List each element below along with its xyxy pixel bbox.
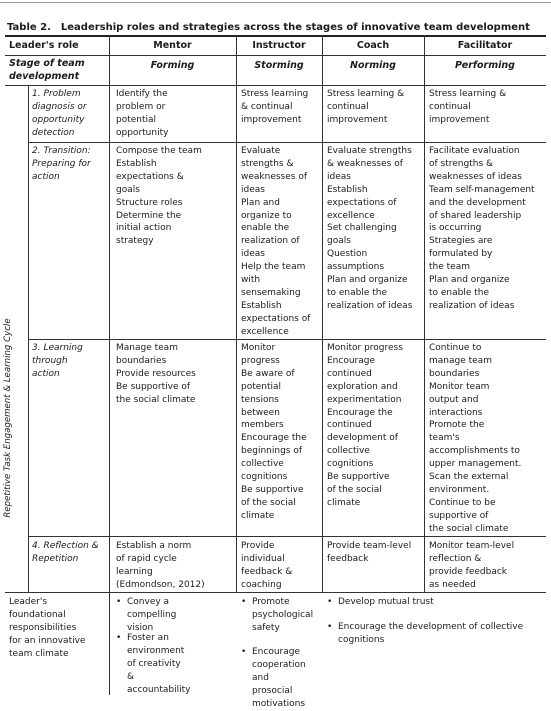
bullet-icon: • bbox=[241, 647, 247, 657]
cell-r2-facilitator: Facilitate evaluation of strengths & weaknesses of ideas Team self-management and the development of shared leadership is occurring Strategies are formulated by the team Plan and organize to enable the realization of ideas bbox=[429, 146, 535, 311]
phase-3: 3. Learning through action bbox=[32, 343, 83, 379]
cell-r3-mentor: Manage team boundaries Provide resources Be supportive of the social climate bbox=[116, 343, 196, 405]
foundation-label: Leader's foundational responsibilities for an innovative team climate bbox=[9, 597, 86, 659]
top-rule bbox=[0, 2, 551, 3]
cell-r1-mentor: Identify the problem or potential opportunity bbox=[116, 89, 169, 138]
cell-r3-coach: Monitor progress Encourage continued exploration and experimentation Encourage the continued development of collective cognitions Be supportive of the social climate bbox=[327, 343, 403, 508]
bullet-icon: • bbox=[116, 597, 122, 607]
bullet-icon: • bbox=[327, 622, 333, 632]
stage-header: Stage of team development bbox=[9, 58, 85, 82]
phase-2: 2. Transition: Preparing for action bbox=[32, 146, 91, 182]
rule-stage bbox=[5, 85, 546, 86]
cell-r4-facilitator: Monitor team-level reflection & provide feedback as needed bbox=[429, 541, 515, 590]
cell-r4-mentor: Establish a norm of rapid cycle learning (Edmondson, 2012) bbox=[116, 541, 205, 590]
role-instructor: Instructor bbox=[252, 40, 306, 51]
bullet-icon: • bbox=[116, 633, 122, 643]
stage-performing: Performing bbox=[455, 60, 515, 71]
cell-r1-coach: Stress learning & continual improvement bbox=[327, 89, 405, 125]
phase-4: 4. Reflection & Repetition bbox=[32, 541, 99, 564]
caption-label: Table 2. bbox=[7, 22, 51, 33]
cell-r4-instructor: Provide individual feedback & coaching bbox=[241, 541, 293, 590]
stage-norming: Norming bbox=[350, 60, 396, 71]
cell-r3-facilitator: Continue to manage team boundaries Monitor team output and interactions Promote the team's accomplishments to upper management. Scan the external environment. Continue to be supportive of the social climate bbox=[429, 343, 522, 534]
table-caption bbox=[7, 22, 530, 33]
rule-header bbox=[5, 55, 546, 56]
phase-1: 1. Problem diagnosis or opportunity detection bbox=[32, 89, 87, 138]
bullet-icon: • bbox=[241, 597, 247, 607]
vrule-4 bbox=[424, 35, 425, 592]
caption-title: Leadership roles and strategies across the stages of innovative team development bbox=[60, 22, 530, 33]
leader-role-header: Leader's role bbox=[9, 40, 79, 51]
cell-r2-mentor: Compose the team Establish expectations & goals Structure roles Determine the initial action strategy bbox=[116, 146, 202, 247]
bullet-icon: • bbox=[327, 597, 333, 607]
vrule-2 bbox=[236, 35, 237, 592]
vrule-3 bbox=[322, 35, 323, 592]
rule-row1 bbox=[28, 142, 546, 143]
cell-r4-coach: Provide team-level feedback bbox=[327, 541, 412, 564]
rule-row4 bbox=[5, 592, 546, 593]
cycle-side-label: Repetitive Task Engagement & Learning Cycle bbox=[3, 318, 13, 518]
vrule-side bbox=[28, 85, 29, 592]
rule-row3 bbox=[28, 536, 546, 537]
cell-r1-facilitator: Stress learning & continual improvement bbox=[429, 89, 507, 125]
role-mentor: Mentor bbox=[153, 40, 192, 51]
vrule-1 bbox=[109, 35, 110, 695]
role-facilitator: Facilitator bbox=[457, 40, 513, 51]
cell-r3-instructor: Monitor progress Be aware of potential tensions between members Encourage the beginnings of collective cognitions Be supportive of the social climate bbox=[241, 343, 307, 521]
cell-r2-instructor: Evaluate strengths & weaknesses of ideas Plan and organize to enable the realization of ideas Help the team with sensemaking Establish expectations of excellence bbox=[241, 146, 311, 337]
cell-r1-instructor: Stress learning & continual improvement bbox=[241, 89, 309, 125]
rule-row2 bbox=[28, 339, 546, 340]
table-top-rule bbox=[5, 35, 546, 37]
cell-r2-coach: Evaluate strengths & weaknesses of ideas Establish expectations of excellence Set challenging goals Question assumptions Plan and organize to enable the realization of ideas bbox=[327, 146, 413, 311]
stage-storming: Storming bbox=[254, 60, 304, 71]
role-coach: Coach bbox=[356, 40, 390, 51]
stage-forming: Forming bbox=[150, 60, 195, 71]
